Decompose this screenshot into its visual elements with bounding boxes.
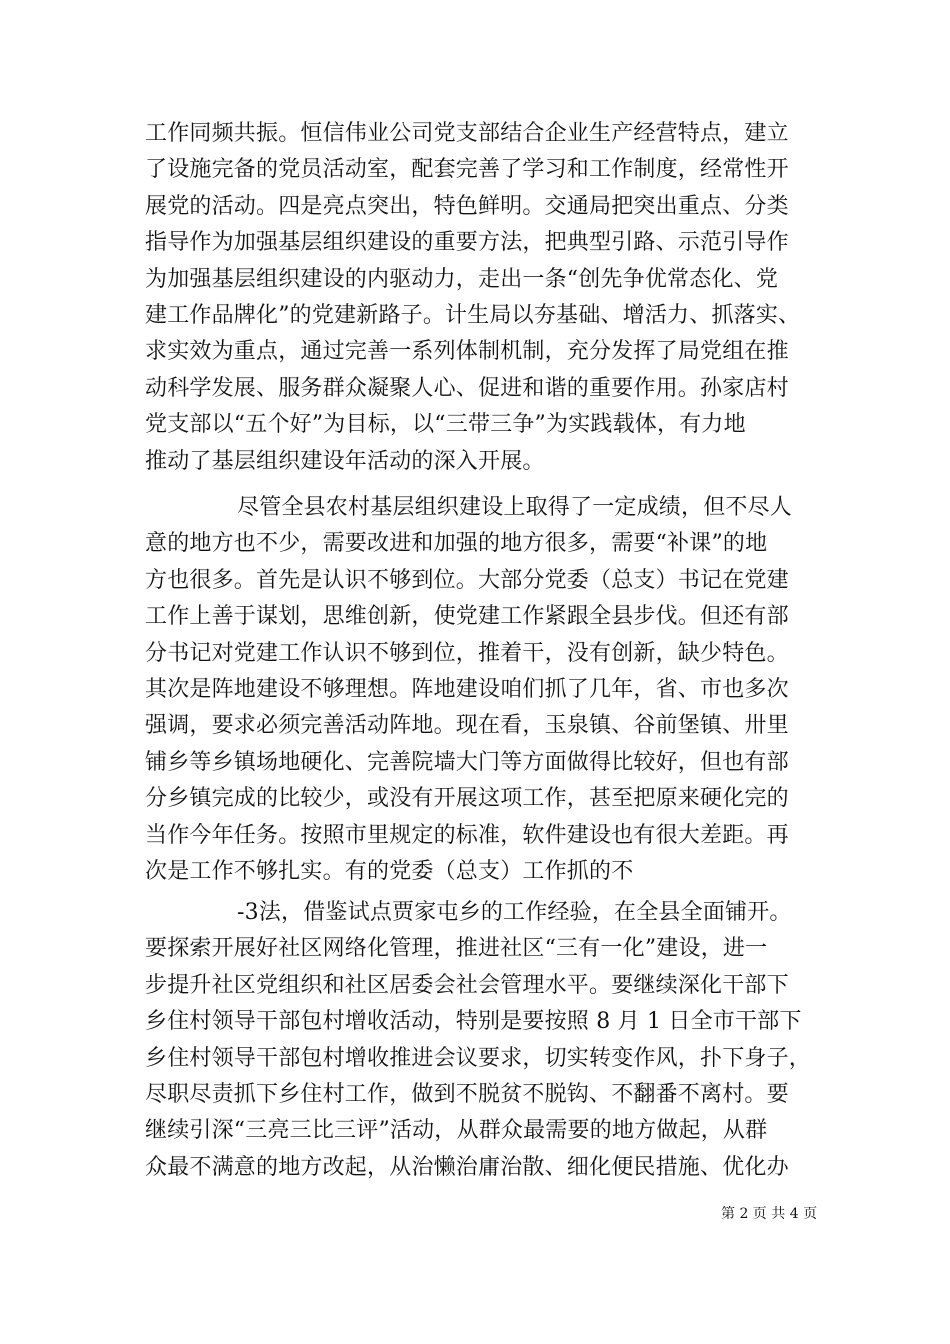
text-line: 尽管全县农村基层组织建设上取得了一定成绩，但不尽人 xyxy=(237,495,793,520)
text-line: 为加强基层组织建设的内驱动力，走出一条“创先争优常态化、党 xyxy=(145,266,779,292)
text-line: 指导作为加强基层组织建设的重要方法，把典型引路、示范引导作 xyxy=(145,230,789,256)
paragraph-1 xyxy=(145,116,815,480)
text-line: 铺乡等乡镇场地硬化、完善院墙大门等方面做得比较好，但也有部 xyxy=(145,749,789,775)
text-line: 工作同频共振。恒信伟业公司党支部结合企业生产经营特点，建立 xyxy=(145,121,789,146)
text-line: 步提升社区党组织和社区居委会社会管理水平。要继续深化干部下 xyxy=(145,972,789,998)
page-number: 第 2 页 共 4 页 xyxy=(721,1206,818,1222)
page-footer xyxy=(0,1202,950,1226)
text-line: 分书记对党建工作认识不够到位，推着干，没有创新，缺少特色。 xyxy=(145,640,789,666)
text-line: 动科学发展、服务群众凝聚人心、促进和谐的重要作用。孙家店村 xyxy=(145,375,789,401)
text-line: 其次是阵地建设不够理想。阵地建设咱们抓了几年，省、市也多次 xyxy=(145,676,789,702)
paragraph-2 xyxy=(145,490,815,890)
text-line: 众最不满意的地方改起，从治懒治庸治散、细化便民措施、优化办 xyxy=(145,1154,789,1180)
text-line: 当作今年任务。按照市里规定的标准，软件建设也有很大差距。再 xyxy=(145,822,789,848)
text-line: 强调，要求必须完善活动阵地。现在看，玉泉镇、谷前堡镇、卅里 xyxy=(145,713,789,739)
text-line: 工作上善于谋划，思维创新，使党建工作紧跟全县步伐。但还有部 xyxy=(145,604,789,630)
text-line: 要探索开展好社区网络化管理，推进社区“三有一化”建设，进一 xyxy=(145,936,768,962)
text-line: 党支部以“五个好”为目标，以“三带三争”为实践载体，有力地 xyxy=(145,412,746,438)
text-line: 推动了基层组织建设年活动的深入开展。 xyxy=(145,448,545,474)
text-line: 尽职尽责抓下乡住村工作，做到不脱贫不脱钩、不翻番不离村。要 xyxy=(145,1081,789,1107)
text-line: 次是工作不够扎实。有的党委（总支）工作抓的不 xyxy=(145,858,634,884)
text-line: 继续引深“三亮三比三评”活动，从群众最需要的地方做起，从群 xyxy=(145,1118,768,1144)
text-line: 乡住村领导干部包村增收推进会议要求，切实转变作风，扑下身子， xyxy=(145,1045,812,1071)
text-line: 了设施完备的党员活动室，配套完善了学习和工作制度，经常性开 xyxy=(145,157,789,183)
text-line: 乡住村领导干部包村增收活动，特别是要按照 8 月 1 日全市干部下 xyxy=(145,1009,802,1035)
text-line: 建工作品牌化”的党建新路子。计生局以夯基础、增活力、抓落实、 xyxy=(145,302,801,328)
paragraph-3 xyxy=(145,895,815,1186)
text-line: 意的地方也不少，需要改进和加强的地方很多，需要“补课”的地 xyxy=(145,531,768,557)
text-line: 方也很多。首先是认识不够到位。大部分党委（总支）书记在党建 xyxy=(145,567,789,593)
text-line: -3法，借鉴试点贾家屯乡的工作经验，在全县全面铺开。 xyxy=(237,900,792,925)
text-line: 求实效为重点，通过完善一系列体制机制，充分发挥了局党组在推 xyxy=(145,339,789,365)
text-line: 展党的活动。四是亮点突出，特色鲜明。交通局把突出重点、分类 xyxy=(145,193,789,219)
text-line: 分乡镇完成的比较少，或没有开展这项工作，甚至把原来硬化完的 xyxy=(145,786,789,812)
